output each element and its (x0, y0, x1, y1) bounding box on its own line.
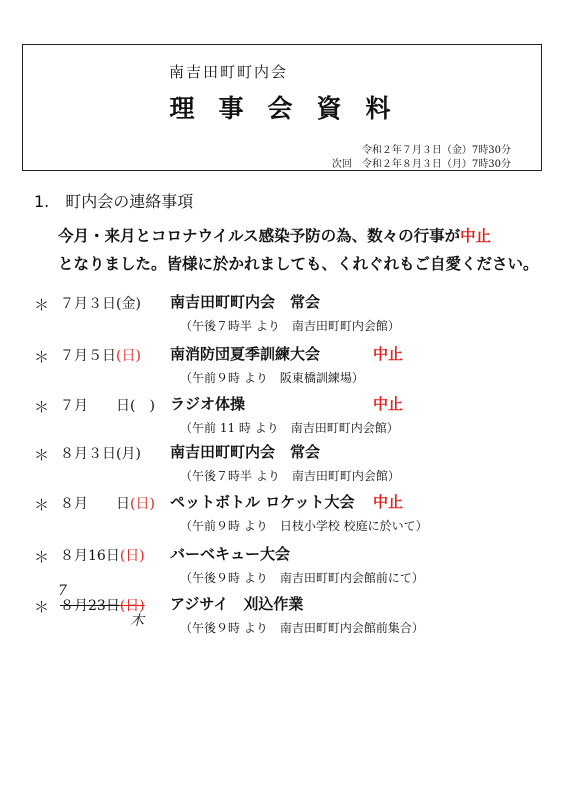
event-date (60, 395, 155, 415)
event-name: バーベキュー大会 (170, 545, 291, 563)
event-weekday: (日) (119, 598, 145, 614)
event-row (0, 342, 568, 392)
event-date-text: ８月 日 (60, 496, 130, 512)
event-name: アジサイ 刈込作業 (170, 595, 304, 613)
event-date-text: ８月16日 (60, 548, 120, 564)
event-detail: （午前９時 より 日枝小学校 校庭に於いて） (180, 519, 428, 533)
notice-line-2: となりました。皆様に於かれましても、くれぐれもご自愛ください。 (58, 255, 539, 273)
event-detail: （午前９時 より 阪東橋訓練場） (180, 371, 364, 385)
event-name: ペットボトル ロケット大会 (170, 493, 355, 511)
event-status-cancelled: 中止 (373, 395, 404, 413)
event-detail: （午後９時 より 南吉田町町内会館前にて） (180, 571, 424, 585)
event-date-text: ８月23日 (60, 598, 120, 614)
event-bullet: ＊ (34, 398, 50, 416)
event-bullet: ＊ (34, 296, 50, 314)
handwritten-month-correction: 7 (58, 583, 67, 599)
event-name: 南吉田町町内会 常会 (170, 293, 321, 311)
event-bullet: ＊ (34, 348, 50, 366)
event-bullet: ＊ (34, 496, 50, 514)
event-row (0, 392, 568, 442)
organization-name: 南吉田町町内会 (169, 63, 289, 81)
event-status-cancelled: 中止 (373, 345, 404, 363)
event-weekday: ( ) (130, 398, 155, 414)
event-weekday: (月) (116, 446, 141, 462)
event-date (60, 293, 141, 313)
event-row (0, 542, 568, 592)
event-date (60, 345, 141, 365)
event-detail: （午後７時半 より 南吉田町町内会館） (180, 319, 400, 333)
section-title: 1. 町内会の連絡事項 (34, 192, 194, 211)
event-bullet: ＊ (34, 598, 50, 616)
event-detail: （午後９時 より 南吉田町町内会館前集合） (180, 621, 424, 635)
event-detail: （午後７時半 より 南吉田町町内会館） (180, 469, 400, 483)
event-date (60, 545, 145, 565)
event-name: 南消防団夏季訓練大会 (170, 345, 321, 363)
event-row (0, 440, 568, 490)
event-date (60, 443, 141, 463)
cancel-highlight: 中止 (460, 227, 492, 245)
event-bullet: ＊ (34, 446, 50, 464)
notice-line-1 (58, 224, 491, 246)
event-date-text: ７月５日 (60, 348, 116, 364)
event-weekday: (日) (130, 496, 155, 512)
event-weekday: (日) (116, 348, 141, 364)
event-row (0, 490, 568, 540)
event-date-text: ７月３日 (60, 296, 116, 312)
event-status-cancelled: 中止 (373, 493, 404, 511)
event-date-text: ８月３日 (60, 446, 116, 462)
event-weekday: (日) (119, 548, 145, 564)
event-row (0, 290, 568, 340)
event-row (0, 592, 568, 642)
event-name: 南吉田町町内会 常会 (170, 443, 321, 461)
event-date-text: ７月 日 (60, 398, 130, 414)
next-meeting-datetime: 次回 令和２年８月３日（月）7時30分 (331, 159, 511, 170)
handwritten-weekday-correction: 木 (130, 613, 144, 629)
meeting-datetime: 令和２年７月３日（金）7時30分 (361, 145, 511, 156)
document-title: 理事会資料 (169, 94, 415, 123)
event-detail: （午前 11 時 より 南吉田町町内会館） (180, 421, 399, 435)
header-box (22, 44, 542, 171)
event-bullet: ＊ (34, 548, 50, 566)
event-name: ラジオ体操 (170, 395, 246, 413)
event-weekday: (金) (116, 296, 141, 312)
event-date (60, 493, 155, 513)
notice-text: 今月・来月とコロナウイルス感染予防の為、数々の行事が (58, 227, 461, 245)
